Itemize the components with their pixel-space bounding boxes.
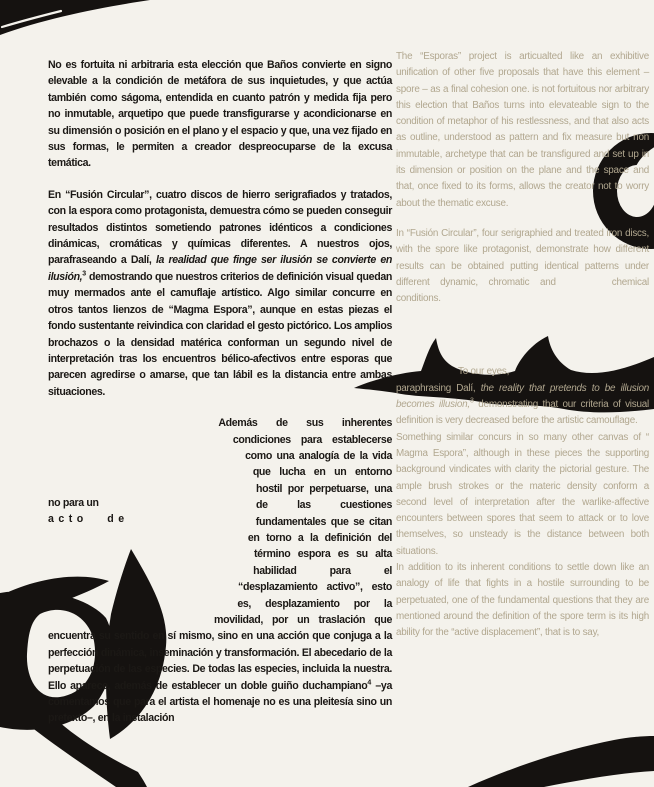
- corner-blob-shape: [0, 0, 150, 35]
- spanish-text-column: [48, 57, 392, 727]
- paragraph-en-1: The “Esporas” project is articualted like an exhibitive unification of other five proposals that have this element – spore – as a final cohesion one. is not fortuitous nor arbitrary this election that Baños turns into elevateable sign to the condition of metaphor of his restlessness, and that also acts as outline, understood as pattern and fix measure but non immutable, archetype that can be transfigured and set up in its dimension or position on the plane and the space and that, once fixed to its forms, allows the creator not to worry about the thematic excuse.: [396, 51, 649, 209]
- paragraph-es-2-lead: En “Fusión Circular”, cuatro discos de hierro serigrafiados y tratados, con la espora como protagonista, demuestra cómo se pueden conseguir resultados distintos sometiendo patrones idénticos a condiciones dinámicas, cromáticas y químicas diferentes. A nuestros ojos, parafraseando a Dalí,: [48, 188, 392, 267]
- english-text-column: [396, 49, 649, 642]
- footnote-4-marker-es: 4: [367, 679, 372, 687]
- paragraph-en-2: [396, 226, 649, 307]
- paragraph-es-3-body: desplazamiento por la movilidad, por un traslación que encuentra su sentido en sí mismo, sino en una acción que conjuga a la perfección dinámica, inseminación y transformación. El abecedario de la perpetuación de las especies. De todas las especies, incluida la nuestra. Ello aparece, además de establecer un doble guiño duchampiano: [48, 597, 392, 692]
- paragraph-en-3a-tail: demonstrating that our criteria of visual definition is very decreased before the artistic camouflage.: [396, 399, 650, 427]
- footnote-3-marker-es: 3: [82, 270, 87, 278]
- paragraph-es-3-tail: –ya comentamos que para el artista el homenaje no es una pleitesía sino un pretexto–, en la instalación: [48, 679, 392, 725]
- paragraph-en-3-group: [396, 364, 649, 641]
- paragraph-es-1: No es fortuita ni arbitraria esta elección que Baños convierte en signo elevable a la condición de metáfora de sus inquietudes, y que actúa también como ságoma, entendida en cuanto patrón y medida fija pero no inmutable, arquetipo que puede transfigurarse y acondicionarse en su dimensión o posición en el plano y el espacio y que, una vez fijado en sus formas, le permiten a creador despreocuparse de la excusa temática.: [48, 59, 392, 170]
- dali-quote-en: the reality that pretends to be illusion becomes illusion,: [396, 382, 649, 411]
- to-our-eyes-line: To our eyes,: [458, 366, 510, 378]
- wrap-word-no-para-un: no para un: [48, 497, 99, 510]
- paragraph-es-3: [48, 415, 392, 727]
- paragraph-en-3a: [396, 381, 649, 430]
- paragraph-es-2-tail: demostrando que nuestros criterios de definición visual quedan muy mermados ante el camuflaje artístico. Algo similar concurre en otros tantos lienzos de “Magma Espora”, aunque en estas piezas el fondo sustentante reivindica con claridad el gesto pictórico. Los amplios brochazos o la densidad matérica conforman un segundo nivel de interpretación tras los encuentros bélico-afectivos entre esporas que parecen agredirse o amarse, que tan lábil es la distancia entre ambas situaciones.: [48, 270, 392, 398]
- bottom-swoosh-shape: [468, 736, 654, 787]
- footnote-3-marker-en: 3: [469, 397, 474, 405]
- paragraph-en-3c: In addition to its inherent conditions to settle down like an analogy of life that fights in a hostile surrounding to be perpetuated, one of the fundamental questions that they are mentioned around the definition of the spore term is its high ability for the “active displacement”, that is to say,: [396, 562, 649, 639]
- wrap-word-acto-de: acto de: [48, 513, 129, 526]
- paragraph-en-2-lead: In “Fusión Circular”, four serigraphied and treated iron discs, with the spore like protagonist, demonstrate how different results can be obtained putting identical patterns under different dynamic, chromatic and: [396, 227, 649, 288]
- paragraph-en-3b: Something similar concurs in so many other canvas of “ Magma Espora”, although in these pieces the supporting background vindicates with clarity the pictorial gesture. The ample brush strokes or the materic density conform a second level of interpretation after the warlike-affective encounters between spores that seem to attack or to love themselves, so unsteady is the distance between both situations.: [396, 431, 649, 557]
- paragraph-en-2-tail: chemical conditions.: [396, 276, 649, 305]
- dali-quote-es: la realidad que finge ser ilusión se convierte en ilusión,: [48, 254, 392, 283]
- paragraph-es-3-lead: Además de sus inherentes condiciones para establecerse como una analogía de la vida que lucha en un entorno hostil por perpetuarse, una de las cuestiones fundamentales que se citan en torno a la definición del término espora es su alta habilidad para el “desplazamiento activo”, esto es,: [218, 417, 392, 610]
- paragraph-es-2: [48, 187, 392, 400]
- paragraph-en-3a-lead: paraphrasing Dalí,: [396, 382, 481, 394]
